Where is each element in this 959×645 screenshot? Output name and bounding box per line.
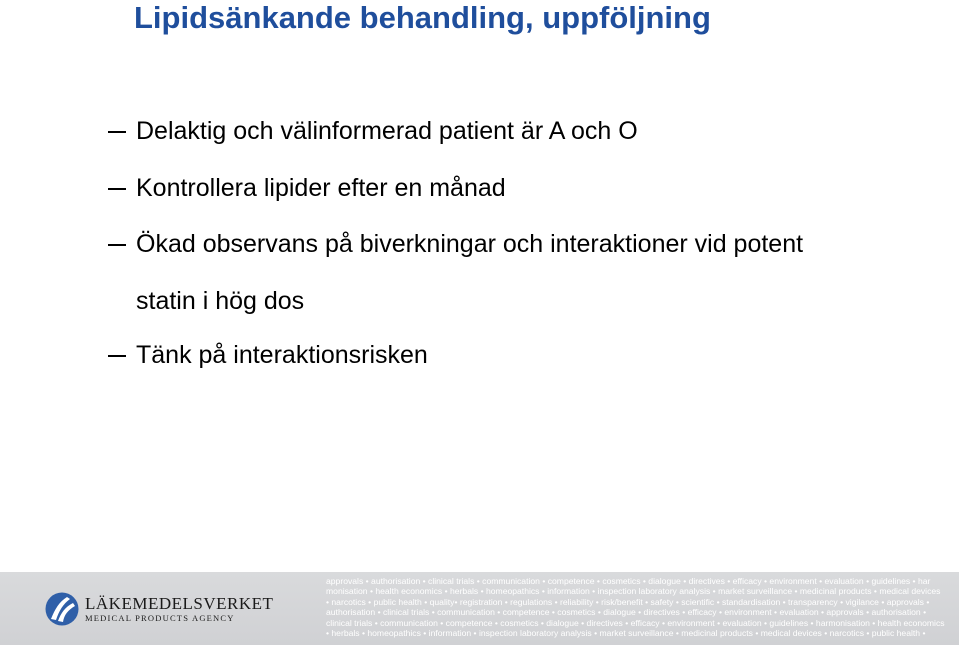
dash-icon (108, 355, 126, 357)
keyword-line: clinical trials • communication • competence • cosmetics • dialogue • directives • efficacy • environment • evaluation • guidelines • harmonisation • health economics (326, 617, 945, 628)
dash-icon (108, 188, 126, 190)
bullet-item (108, 160, 856, 217)
bullet-text: Ökad observans på biverkningar och interaktioner vid potent statin i hög dos (136, 230, 804, 315)
bullet-text: Tänk på interaktionsrisken (136, 341, 428, 369)
dash-icon (108, 244, 126, 246)
bullet-item (108, 103, 856, 160)
keyword-banner (326, 576, 959, 638)
logo-subtitle: MEDICAL PRODUCTS AGENCY (85, 612, 235, 623)
agency-emblem-icon (45, 592, 79, 626)
logo-name: LÄKEMEDELSVERKET (85, 593, 274, 613)
slide-title: Lipidsänkande behandling, uppföljning (134, 0, 711, 35)
dash-icon (108, 131, 126, 133)
keyword-line: authorisation • clinical trials • communication • competence • cosmetics • dialogue • directives • efficacy • environment • evaluation • approvals • authorisation • (326, 607, 927, 618)
keyword-line: approvals • authorisation • clinical trials • communication • competence • cosmetics • dialogue • directives • efficacy • environment • evaluation • guidelines • har (326, 576, 931, 586)
agency-logo (45, 592, 273, 626)
footer-band (0, 572, 959, 645)
bullet-item (108, 216, 856, 330)
bullet-item (108, 327, 856, 384)
keyword-line: • narcotics • public health • quality• registration • regulations • reliability • risk/benefit • safety • scientific • standardisation • transparency • vigilance • approvals • (326, 596, 930, 607)
bullet-text: Kontrollera lipider efter en månad (136, 174, 506, 202)
bullet-text: Delaktig och välinformerad patient är A och O (136, 117, 638, 145)
keyword-line: • herbals • homeopathics • information • inspection laboratory analysis • market surveillance • medicinal products • medical devices • narcotics • public health • (326, 628, 926, 639)
keyword-line: monisation • health economics • herbals • homeopathics • information • inspection laboratory analysis • market surveillance • medicinal products • medical devices (326, 586, 941, 597)
